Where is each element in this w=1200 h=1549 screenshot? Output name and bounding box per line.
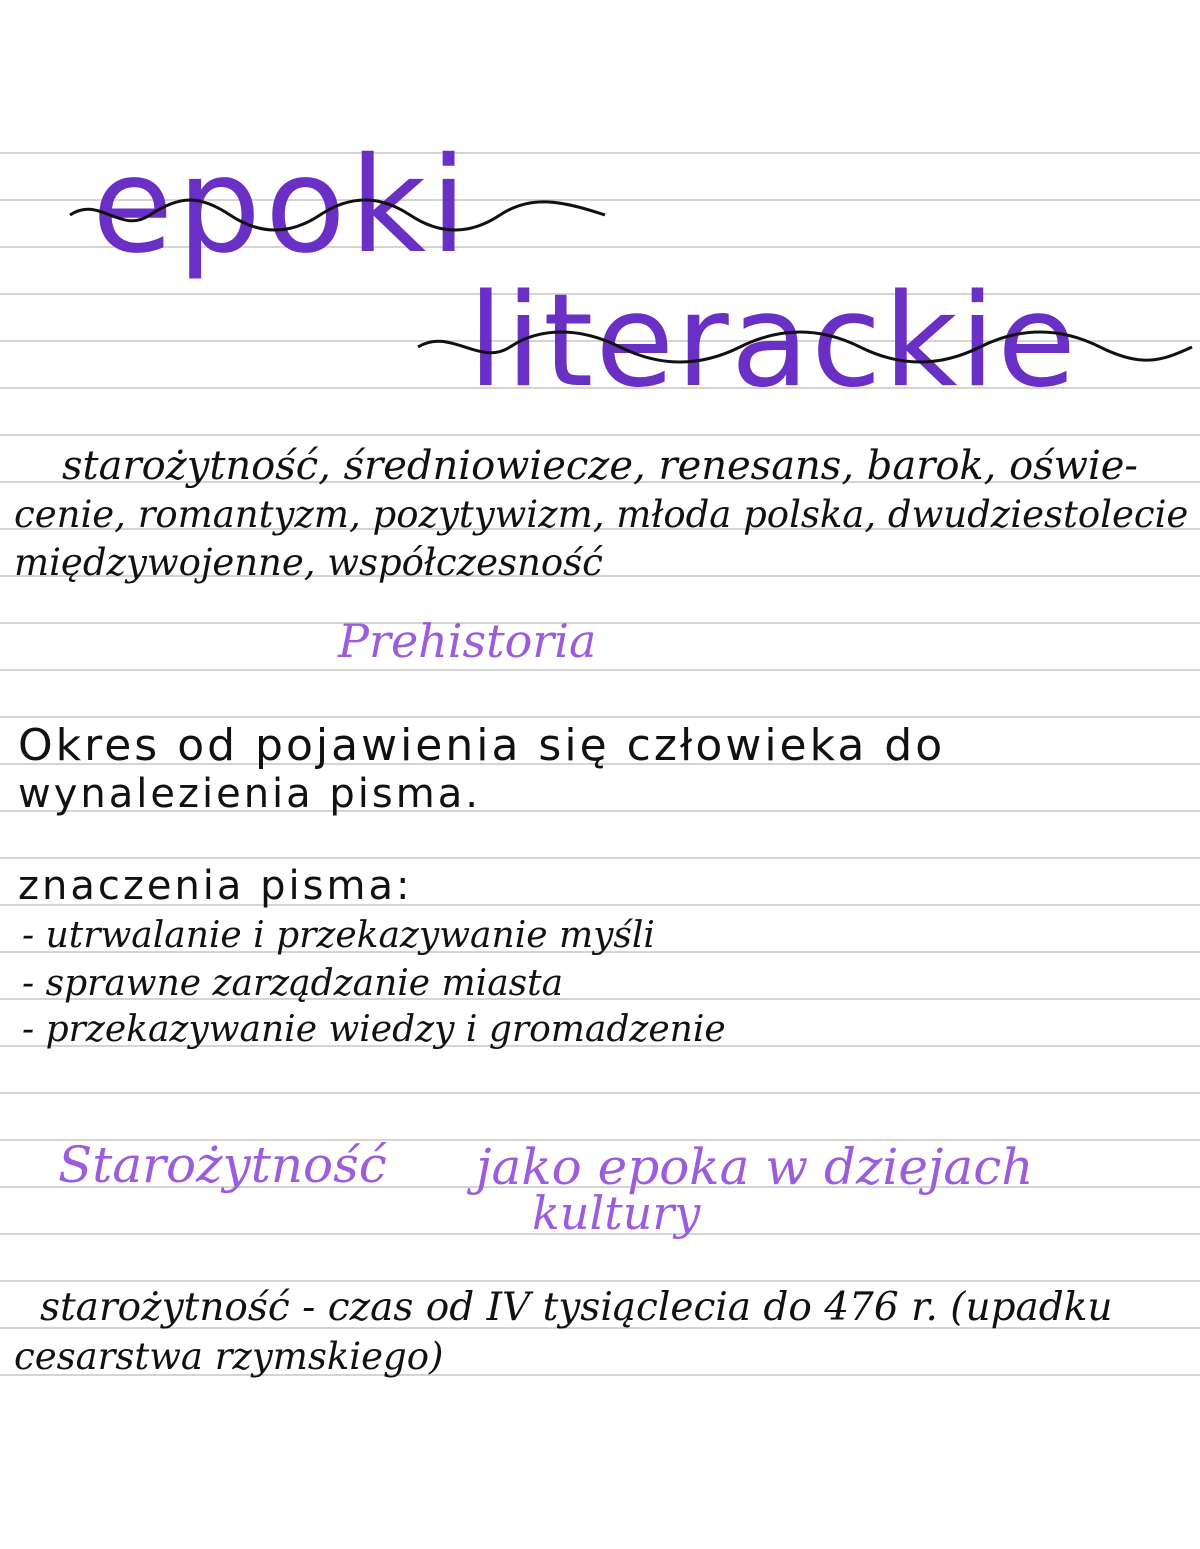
intro-line-2: cenie, romantyzm, pozytywizm, młoda polska, dwudziestolecie xyxy=(14,493,1189,536)
starozytnosc-heading-part-3: kultury xyxy=(532,1186,701,1240)
starozytnosc-definition-line-2: cesarstwa rzymskiego) xyxy=(14,1335,444,1378)
prehistoria-definition-line-2: wynalezienia pisma. xyxy=(18,771,481,817)
writing-significance-item: - utrwalanie i przekazywanie myśli xyxy=(22,915,655,956)
title-line-2: literackie xyxy=(468,267,1078,416)
prehistoria-definition-line-1: Okres od pojawienia się człowieka do xyxy=(18,720,946,771)
title-line-1: epoki xyxy=(92,129,471,283)
prehistoria-heading: Prehistoria xyxy=(338,614,597,668)
writing-significance-item: - sprawne zarządzanie miasta xyxy=(22,963,564,1004)
writing-significance-title: znaczenia pisma: xyxy=(18,863,413,909)
starozytnosc-definition-line-1: starożytność - czas od IV tysiąclecia do 476 r. (upadku xyxy=(40,1285,1113,1330)
starozytnosc-heading-part-1: Starożytność xyxy=(58,1136,387,1194)
intro-line-1: starożytność, średniowiecze, renesans, barok, oświe- xyxy=(62,443,1138,489)
starozytnosc-heading-part-2: jako epoka w dziejach xyxy=(476,1138,1034,1196)
writing-significance-item: - przekazywanie wiedzy i gromadzenie xyxy=(22,1009,726,1050)
intro-line-3: międzywojenne, współczesność xyxy=(14,541,603,584)
